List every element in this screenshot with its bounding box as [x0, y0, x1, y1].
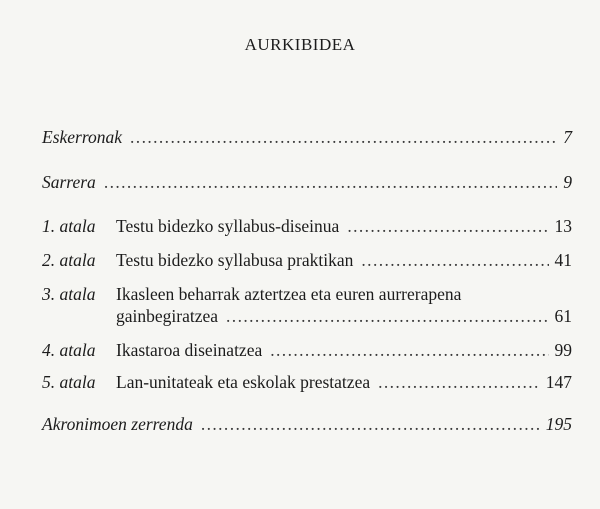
dot-leader [378, 372, 540, 393]
toc-page-number: 195 [545, 414, 572, 434]
toc-entry-label: Eskerronak [42, 127, 123, 147]
toc-entry-chapter-2[interactable] [42, 250, 572, 271]
toc-page-number: 147 [545, 372, 572, 392]
dot-leader [104, 172, 557, 193]
page-title: AURKIBIDEA [244, 35, 356, 54]
toc-page-number: 13 [554, 216, 572, 236]
chapter-prefix: 4. atala [42, 340, 96, 360]
toc-entry-chapter-5[interactable] [42, 372, 572, 393]
chapter-title: Lan-unitateak eta eskolak prestatzea [116, 372, 371, 392]
toc-entry-eskerronak[interactable] [42, 127, 572, 148]
toc-entry-akronimoak[interactable] [42, 414, 572, 435]
chapter-title: Testu bidezko syllabus-diseinua [116, 216, 340, 236]
dot-leader [226, 306, 548, 327]
dot-leader [347, 216, 548, 237]
chapter-prefix: 2. atala [42, 250, 96, 270]
chapter-title: Ikasleen beharrak aztertzea eta euren aurrerapena [116, 284, 462, 304]
toc-page-number: 7 [563, 127, 572, 147]
toc-entry-chapter-3-cont[interactable] [42, 306, 572, 327]
dot-leader [361, 250, 548, 271]
toc-entry-label: Akronimoen zerrenda [42, 414, 193, 434]
toc-page-number: 99 [554, 340, 572, 360]
dot-leader [270, 340, 548, 361]
toc-page-number: 41 [554, 250, 572, 270]
chapter-title: Testu bidezko syllabusa praktikan [116, 250, 354, 270]
toc-entry-chapter-3[interactable] [42, 284, 572, 305]
chapter-prefix: 3. atala [42, 284, 96, 304]
chapter-prefix: 1. atala [42, 216, 96, 236]
toc-entry-chapter-4[interactable] [42, 340, 572, 361]
chapter-prefix: 5. atala [42, 372, 96, 392]
dot-leader [130, 127, 557, 148]
toc-entry-chapter-1[interactable] [42, 216, 572, 237]
toc-page-number: 9 [563, 172, 572, 192]
toc-page-number: 61 [554, 306, 572, 326]
dot-leader [201, 414, 540, 435]
toc-entry-sarrera[interactable] [42, 172, 572, 193]
chapter-title-continued: gainbegiratzea [116, 306, 219, 326]
chapter-title: Ikastaroa diseinatzea [116, 340, 263, 360]
toc-entry-label: Sarrera [42, 172, 96, 192]
